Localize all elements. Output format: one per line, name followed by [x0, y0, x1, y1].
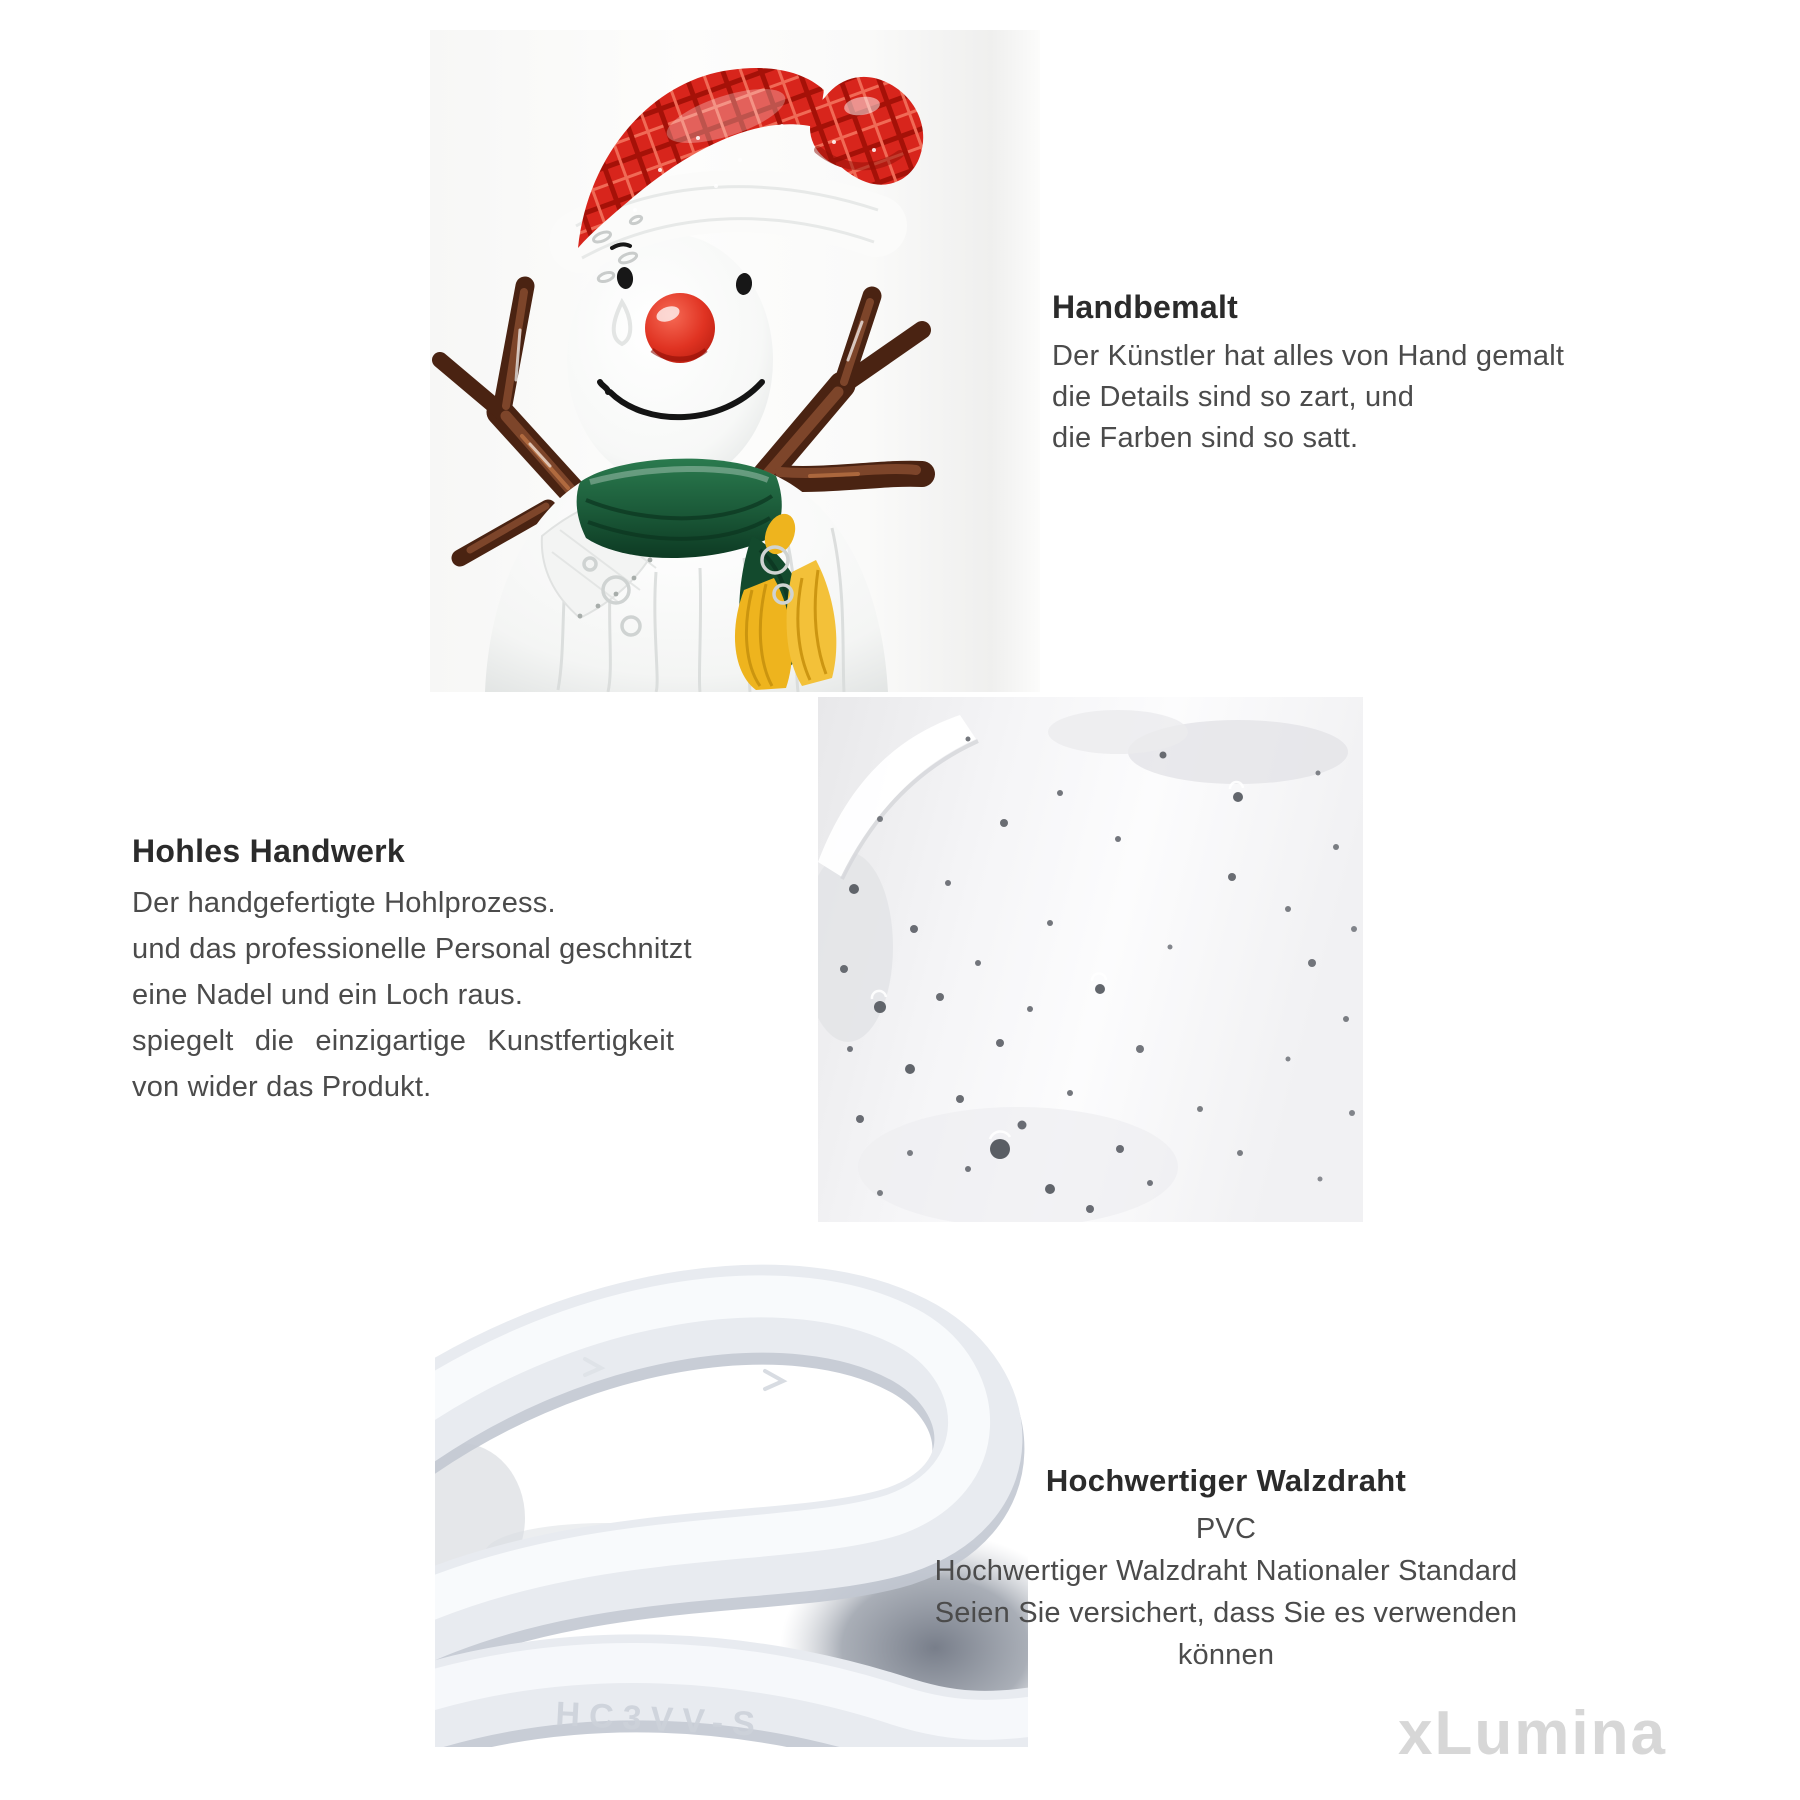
section-walzdraht [900, 1462, 1552, 1676]
section-hohles-handwerk [132, 832, 722, 1110]
snowman-photo [430, 30, 1040, 692]
handbemalt-line: Der Künstler hat alles von Hand gemalt [1052, 340, 1565, 372]
ceramic-holes-illustration [818, 697, 1363, 1222]
walzdraht-line: Hochwertiger Walzdraht Nationaler Standard [934, 1555, 1518, 1587]
hohles-handwerk-heading: Hohles Handwerk [132, 833, 406, 869]
walzdraht-line: PVC [1195, 1513, 1257, 1545]
handbemalt-heading: Handbemalt [1052, 289, 1239, 325]
handbemalt-line: die Farben sind so satt. [1052, 422, 1359, 454]
hohles-handwerk-line: eine Nadel und ein Loch raus. [132, 979, 524, 1011]
section-handbemalt [1052, 288, 1612, 459]
ceramic-holes-photo [818, 697, 1363, 1222]
hohles-handwerk-line: spiegelt die einzigartige Kunstfertigkeit [132, 1025, 675, 1057]
walzdraht-line: können [1177, 1639, 1275, 1671]
snowman-illustration [430, 30, 1040, 692]
brand-watermark: xLumina [1398, 1699, 1667, 1768]
handbemalt-line: die Details sind so zart, und [1052, 381, 1415, 413]
walzdraht-line: Seien Sie versichert, dass Sie es verwenden [934, 1597, 1518, 1629]
walzdraht-heading: Hochwertiger Walzdraht [1045, 1463, 1407, 1498]
hohles-handwerk-line: von wider das Produkt. [132, 1071, 432, 1103]
hohles-handwerk-line: Der handgefertigte Hohlprozess. [132, 887, 556, 919]
cable-embossed-text: HC3VV-S [554, 1695, 765, 1744]
hohles-handwerk-line: und das professionelle Personal geschnitzt [132, 933, 692, 965]
